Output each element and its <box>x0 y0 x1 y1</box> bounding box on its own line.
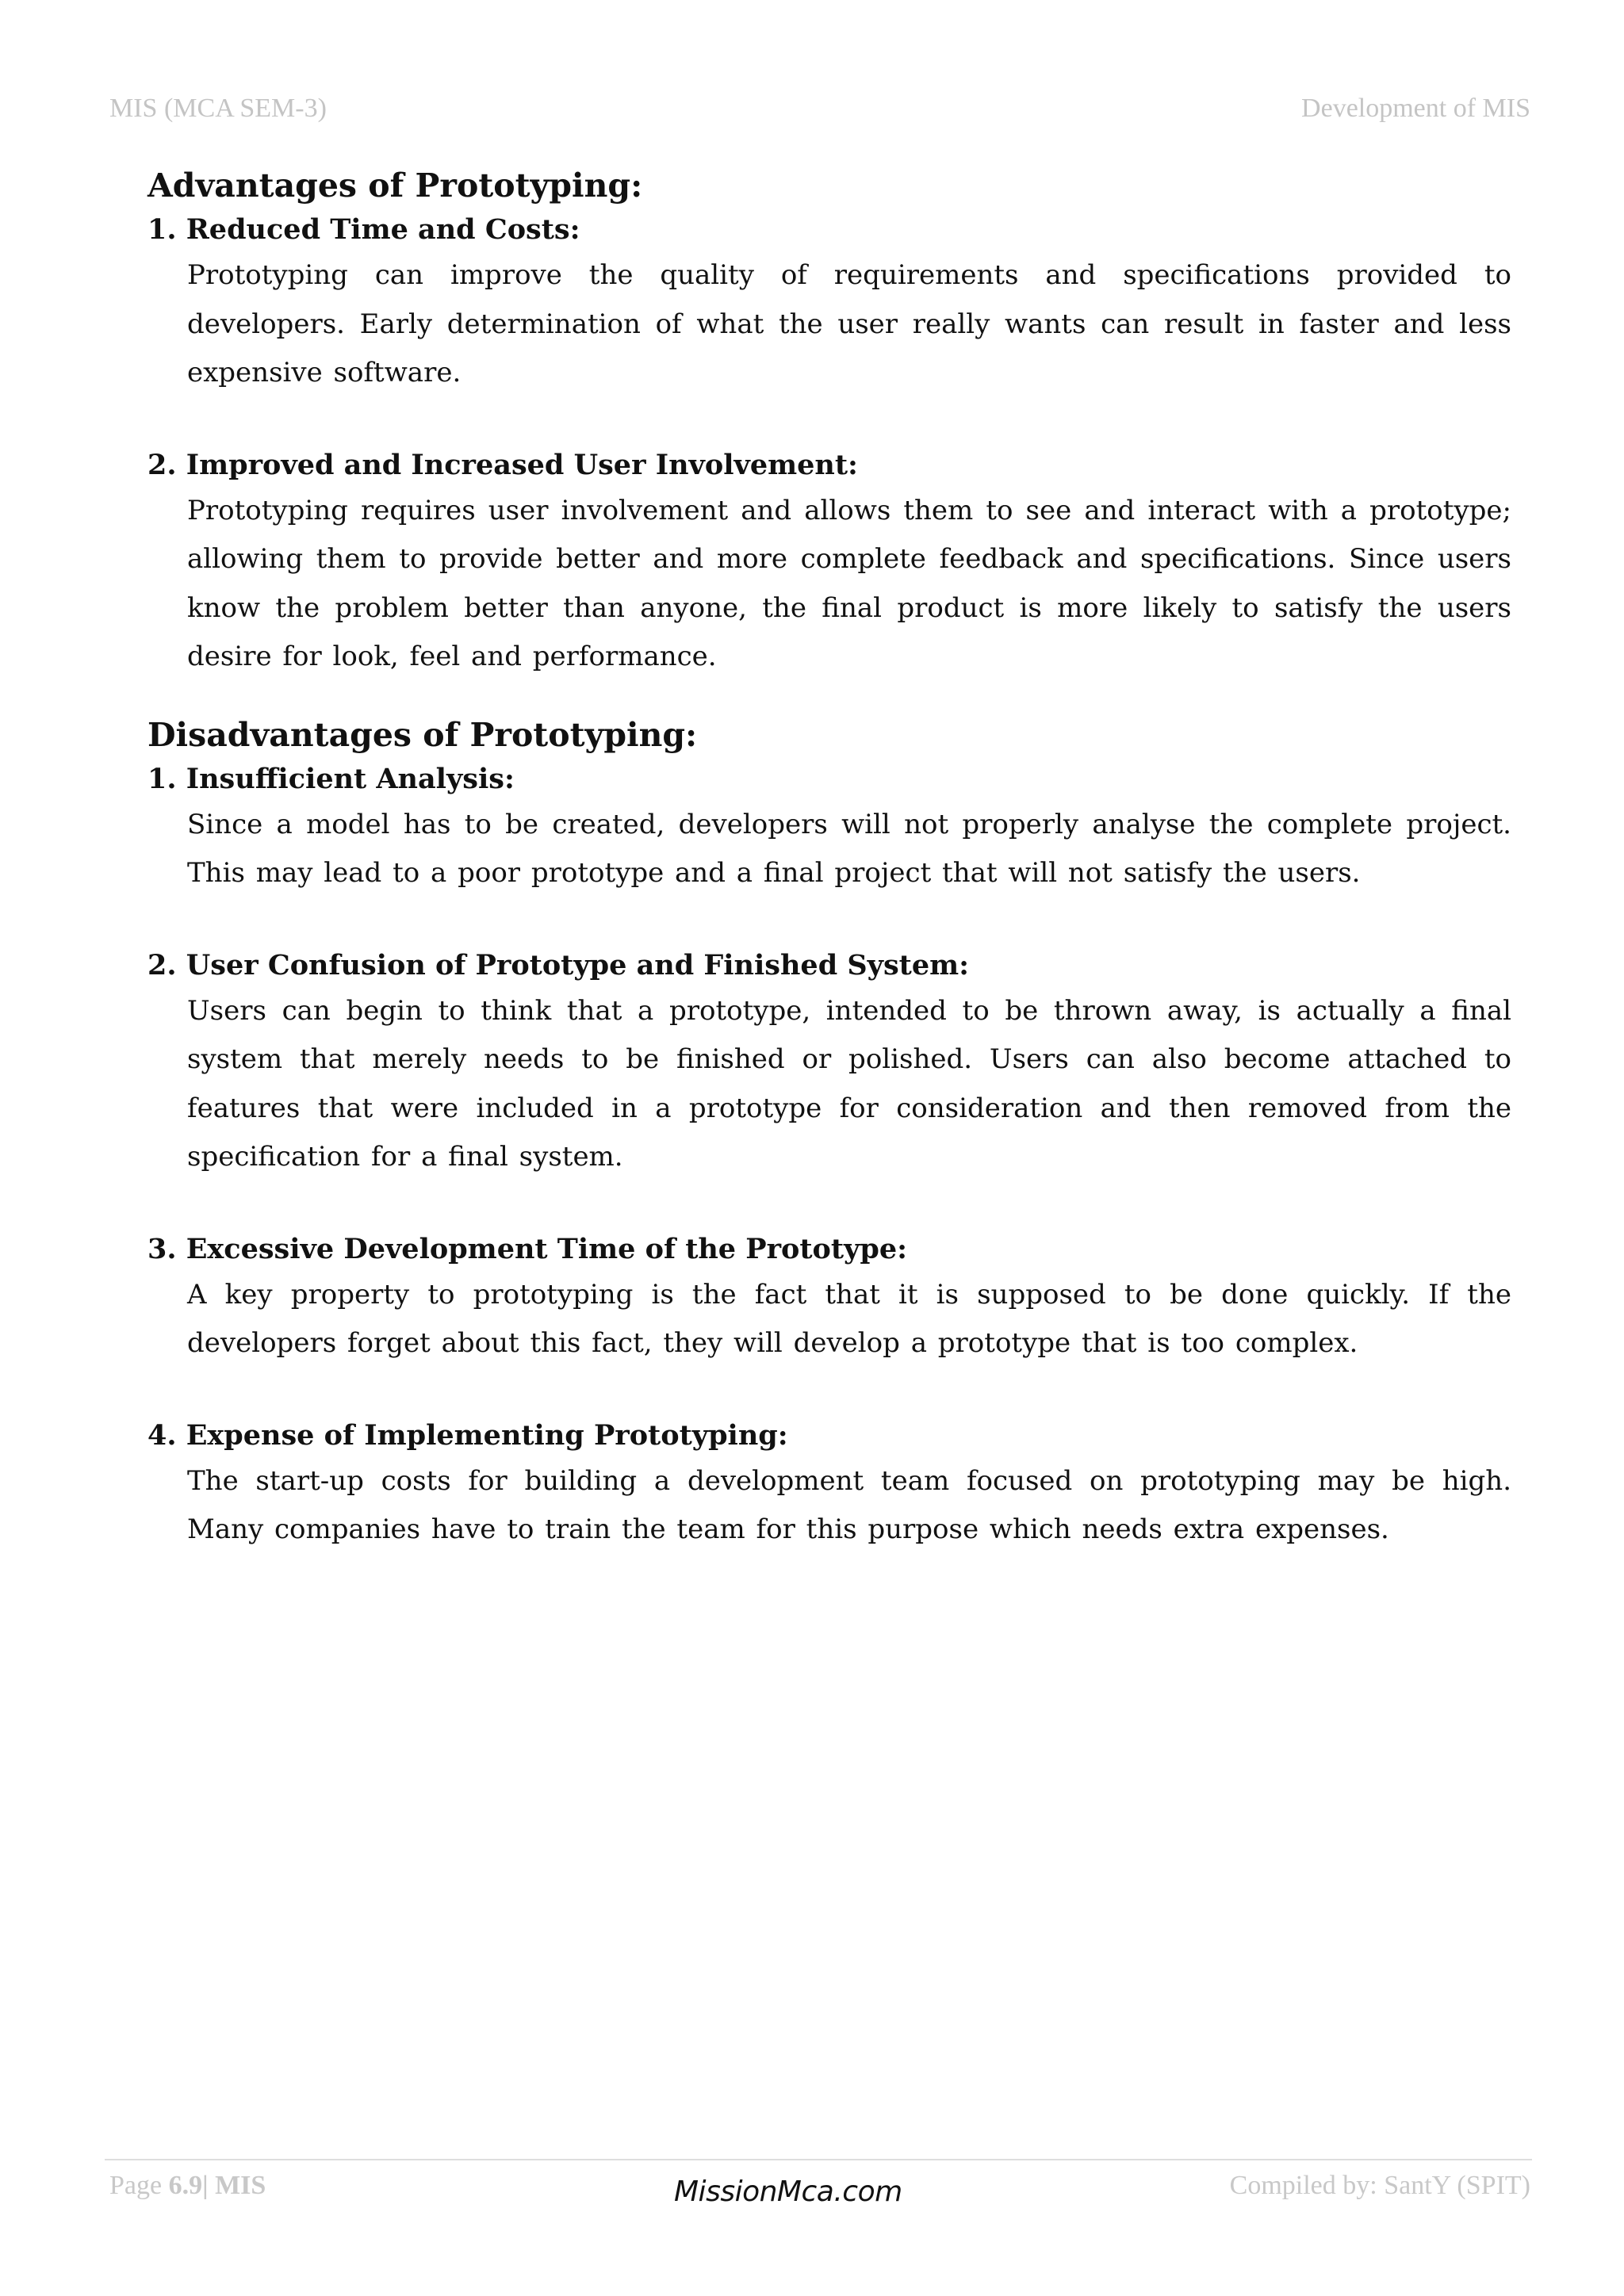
spacer <box>147 898 1511 944</box>
advantage-body-2: Prototyping requires user involvement and allows them to see and interact with a prototype; allowing them to provide better and more complete feedback and specifications. Since users know the problem better than anyone, the final product is more likely to satisfy the users desire for look, feel and performance. <box>187 494 1511 672</box>
spacer <box>147 398 1511 444</box>
disadvantages-title: Disadvantages of Prototyping: <box>147 715 698 754</box>
disadvantage-body-3: A key property to prototyping is the fact that it is supposed to be done quickly. If the developers forget about this fact, they will develop a prototype that is too complex. <box>187 1278 1511 1359</box>
site-logo: MissionMca.com <box>674 2175 902 2208</box>
footer-compiler-credit: Compiled by: SantY (SPIT) <box>1229 2171 1530 2200</box>
page-content <box>147 163 1511 1555</box>
advantages-title: Advantages of Prototyping: <box>147 166 643 205</box>
spacer <box>147 1182 1511 1228</box>
header-course-label: MIS (MCA SEM-3) <box>109 94 327 123</box>
page-separator: | <box>202 2171 216 2200</box>
spacer <box>147 1368 1511 1414</box>
disadvantage-heading-3: 3. Excessive Development Time of the Prototype: <box>147 1232 908 1265</box>
disadvantage-heading-4: 4. Expense of Implementing Prototyping: <box>147 1418 788 1452</box>
advantage-body-1: Prototyping can improve the quality of requirements and specifications provided to developers. Early determination of what the user really wants can result in faster and less expensive software. <box>187 259 1511 388</box>
header-chapter-label: Development of MIS <box>1301 94 1530 123</box>
disadvantage-heading-1: 1. Insufficient Analysis: <box>147 762 515 795</box>
page-number: 6.9 <box>168 2171 203 2200</box>
page-prefix: Page <box>109 2171 169 2200</box>
advantage-heading-1: 1. Reduced Time and Costs: <box>147 213 580 246</box>
disadvantage-body-1: Since a model has to be created, developers will not properly analyse the complete project. This may lead to a poor prototype and a final project that will not satisfy the users. <box>187 808 1511 889</box>
footer-divider <box>105 2159 1532 2160</box>
disadvantage-heading-2: 2. User Confusion of Prototype and Finished System: <box>147 948 970 982</box>
advantage-heading-2: 2. Improved and Increased User Involvement: <box>147 448 858 481</box>
disadvantage-body-2: Users can begin to think that a prototype, intended to be thrown away, is actually a final system that merely needs to be finished or polished. Users can also become attached to features that were included in a prototype for consideration and then removed from the specification for a final system. <box>187 994 1511 1173</box>
spacer <box>147 682 1511 712</box>
footer-course: MIS <box>215 2171 266 2200</box>
disadvantage-body-4: The start-up costs for building a development team focused on prototyping may be high. Many companies have to train the team for this purpose which needs extra expenses. <box>187 1464 1511 1545</box>
footer-page-info <box>109 2171 266 2201</box>
